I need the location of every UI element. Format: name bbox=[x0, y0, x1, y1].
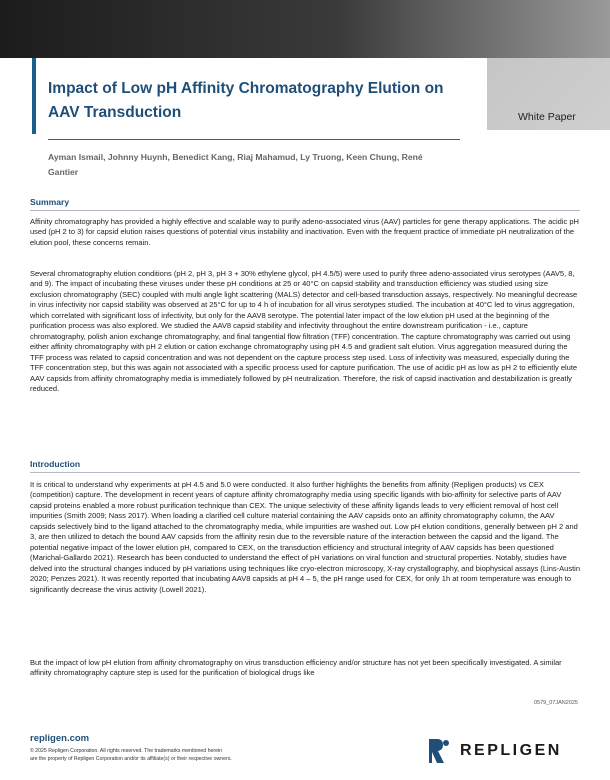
document-type: White Paper bbox=[518, 111, 576, 123]
copyright-line-2: are the property of Repligen Corporation and/or its affiliate(s) or their respective owners. bbox=[30, 755, 232, 762]
summary-paragraph-1: Affinity chromatography has provided a highly effective and scalable way to purify adeno-associated virus (AAV) particles for gene therapy applications. The acidic pH used (pH 2 to 3) for capsid elution raises questions of potential virus instability and inactivation. Even with the frequent practice of immediate pH neutralization of the elution pool, these concerns remain. bbox=[30, 217, 579, 247]
page-title: Impact of Low pH Affinity Chromatography Elution on AAV Transduction bbox=[48, 80, 444, 121]
introduction-heading: Introduction bbox=[30, 459, 81, 469]
repligen-logo bbox=[426, 737, 586, 765]
repligen-logo-icon bbox=[426, 737, 452, 765]
website-link[interactable]: repligen.com bbox=[30, 733, 90, 744]
copyright-notice bbox=[30, 748, 330, 763]
logo-wordmark: REPLIGEN bbox=[460, 742, 562, 759]
introduction-paragraph-1: It is critical to understand why experiments at pH 4.5 and 5.0 were conducted. It also further highlights the benefits from affinity (Repligen products) vs CEX (competition) capture. The development in recent years of capture affinity chromatography media using specific ligands with bio-affinity for selective parts of AAV capsid proteins enabled a more robust purification technique than CEX. The unique selectivity of these affinity ligands leads to very efficient removal of host cell impurities (Smith 2009; Nass 2017). When loading a clarified cell culture material containing the AAV capsids onto an affinity chromatography column, the AAV capsids selectively bind to the ligand attached to the chromatography media, while impurities are washed out. Low pH elution conditions, generally between pH 2 and 3, are then utilized to detach the bound AAV capsids from the affinity resin due to the reversible nature of the interaction between the capsid and the ligand. The potential negative impact of the lower elution pH, compared to CEX, on the transduction efficiency and structural integrity of AAV capsids has been questioned (Marichal-Gallardo 2021). Research has been conducted to understand the effect of pH variations on viral function and structural properties. Notably, studies have delved into the structural changes induced by pH variations using techniques like cryo-electron microscopy, X-ray crystallography, and biophysical assays (Lins-Austin 2020; Penzes 2021). It was recently reported that incubating AAV8 capsids at pH 4 – 5, the pH range used for CEX, for only 1h at room temperature was enough to significantly decrease the virus activity (Lowell 2021). bbox=[30, 480, 580, 594]
summary-divider bbox=[30, 210, 580, 211]
copyright-line-1: © 2025 Repligen Corporation. All rights reserved. The trademarks mentioned herein bbox=[30, 748, 223, 754]
summary-heading: Summary bbox=[30, 197, 70, 207]
title-accent-bar bbox=[32, 58, 36, 134]
summary-paragraph-2: Several chromatography elution conditions (pH 2, pH 3, pH 3 + 30% ethylene glycol, pH 4.5/5) were used to purify three adeno-associated virus serotypes (AAV5, 8, and 9). The impact of incubating these viruses under these pH conditions at 25 or 40°C on capsid stability and transduction efficiency was studied using size exclusion chromatography (SEC) coupled with multi angle light scattering (MALS) detector and cell-based transduction assays, respectively. No meaningful decrease in virus infectivity nor capsid stability was observed at 25°C for up to 4 h of incubation for all virus serotypes studied. The incubation at 40°C led to virus aggregation, which correlated with significant loss of infectivity, but only for the AAV8 serotype. The potential later impact of the low elution pH used at the beginning of the purification process was also explored. We studied the AAV8 capsid stability and infectivity throughout the entire downstream purification - i.e., capture chromatography, polish anion exchange chromatography, and final tangential flow filtration (TFF) concentration. The capture chromatography was carried out using either affinity chromatography with pH 2 elution or cation exchange chromatography using pH 4.5 and gradient salt elution. Virus aggregation measured during the TFF process was related to capsid concentration and was not dependent on the capture process step used. Loss of infectivity was measured, especially during the TFF concentration step, but this was again not associated with a specific process used for capture purification. The use of acidic pH as low as pH 2 to efficiently elute AAV capsids from affinity chromatography media is immediately followed by pH neutralization. Therefore, the risk of capsid inactivation and destabilization is greatly reduced. bbox=[30, 269, 578, 393]
author-list: Ayman Ismail, Johnny Huynh, Benedict Kang, Riaj Mahamud, Ly Truong, Keen Chung, René Gantier bbox=[48, 152, 423, 177]
header-dark-band bbox=[0, 0, 610, 58]
document-code: 0579_07JAN2025 bbox=[533, 700, 578, 706]
title-divider bbox=[48, 139, 460, 140]
introduction-divider bbox=[30, 472, 580, 473]
introduction-paragraph-2: But the impact of low pH elution from affinity chromatography on virus transduction efficiency and/or structure has not yet been specifically investigated. A similar affinity chromatography capture step is used for the purification of biological drugs like bbox=[30, 658, 562, 678]
